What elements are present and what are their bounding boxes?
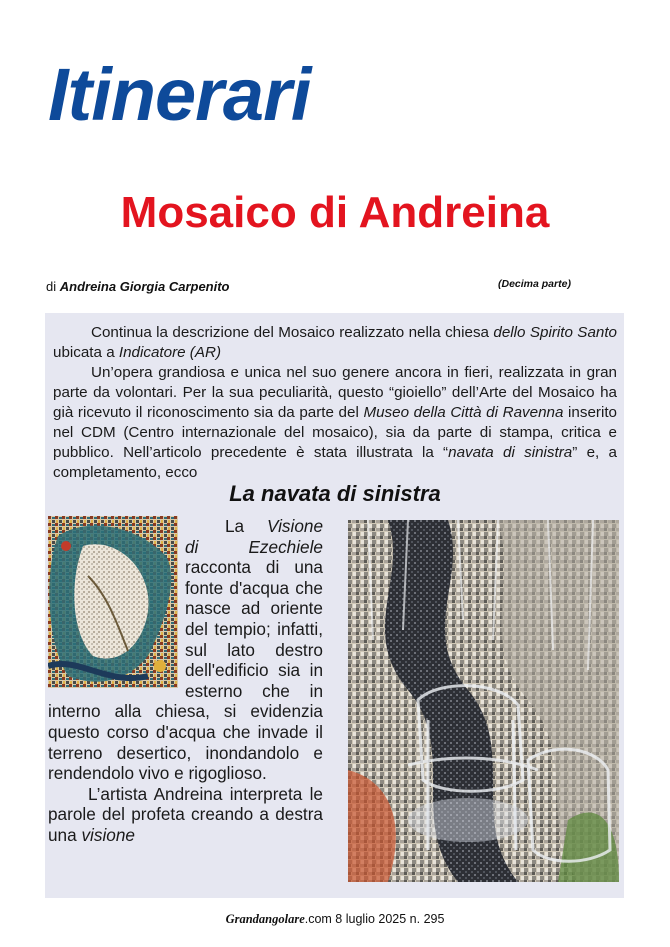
text-run-0: La bbox=[225, 516, 267, 536]
article-title: Mosaico di Andreina bbox=[120, 188, 550, 237]
text-run-2: inserito nel CDM (Centro internazionale del mosaico), sia da parte di stampa, critica e pubblico. Nell’articolo precedente è stata illustrata la “ bbox=[53, 404, 617, 461]
text-run-0: Un’opera grandiosa e unica nel suo genere ancora in fieri, realizzata in gran parte da volontari. Per la sua peculiarità, questo “gioiello” dell’Arte del Mosaico ha già ricevuto il riconoscimento sia da parte del bbox=[53, 364, 617, 421]
part-label: (Decima parte) bbox=[498, 278, 571, 290]
italic-run-1: visione bbox=[81, 824, 135, 845]
mosaic-floor-image bbox=[348, 520, 619, 882]
italic-run-3: navata di sinistra bbox=[448, 444, 573, 461]
text-run-0: Continua la descrizione del Mosaico realizzato nella chiesa bbox=[91, 324, 494, 341]
section-subtitle: La navata di sinistra bbox=[229, 481, 441, 506]
footer-issue: .com 8 luglio 2025 n. 295 bbox=[304, 912, 445, 926]
intro-text bbox=[53, 323, 617, 483]
body-paragraph-1 bbox=[48, 516, 323, 784]
body-column bbox=[48, 516, 323, 846]
intro-paragraph-1 bbox=[53, 323, 617, 363]
byline-prefix: di bbox=[46, 279, 57, 294]
italic-run-1: dello Spirito Santo bbox=[493, 324, 617, 341]
text-run-2: racconta di una fonte d'acqua che nasce ad oriente del tempio; infatti, sul lato destro dell'edificio sia in esterno che in interno alla chiesa, si evidenzia questo corso d'acqua che invade il terreno desertico, inondandolo e rendendolo vivo e rigoglioso. bbox=[48, 557, 323, 784]
text-run-0: L’artista Andreina interpreta le parole del profeta creando a destra una bbox=[48, 783, 323, 845]
mosaic-detail-image bbox=[48, 516, 178, 688]
italic-run-1: Visione di Ezechiele bbox=[185, 516, 323, 557]
byline bbox=[46, 279, 230, 294]
text-run-2: ubicata a bbox=[53, 344, 119, 361]
intro-paragraph-2 bbox=[53, 363, 617, 483]
footer bbox=[0, 912, 670, 927]
italic-run-1: Museo della Città di Ravenna bbox=[363, 404, 564, 421]
footer-brand: Grandangolare bbox=[225, 912, 305, 926]
author-name: Andreina Giorgia Carpenito bbox=[59, 279, 230, 294]
text-run-4: ” e, a completamento, ecco bbox=[53, 444, 617, 481]
italic-run-3: Indicatore (AR) bbox=[118, 344, 222, 361]
section-title: Itinerari bbox=[48, 53, 311, 136]
body-paragraph-2 bbox=[48, 784, 323, 846]
